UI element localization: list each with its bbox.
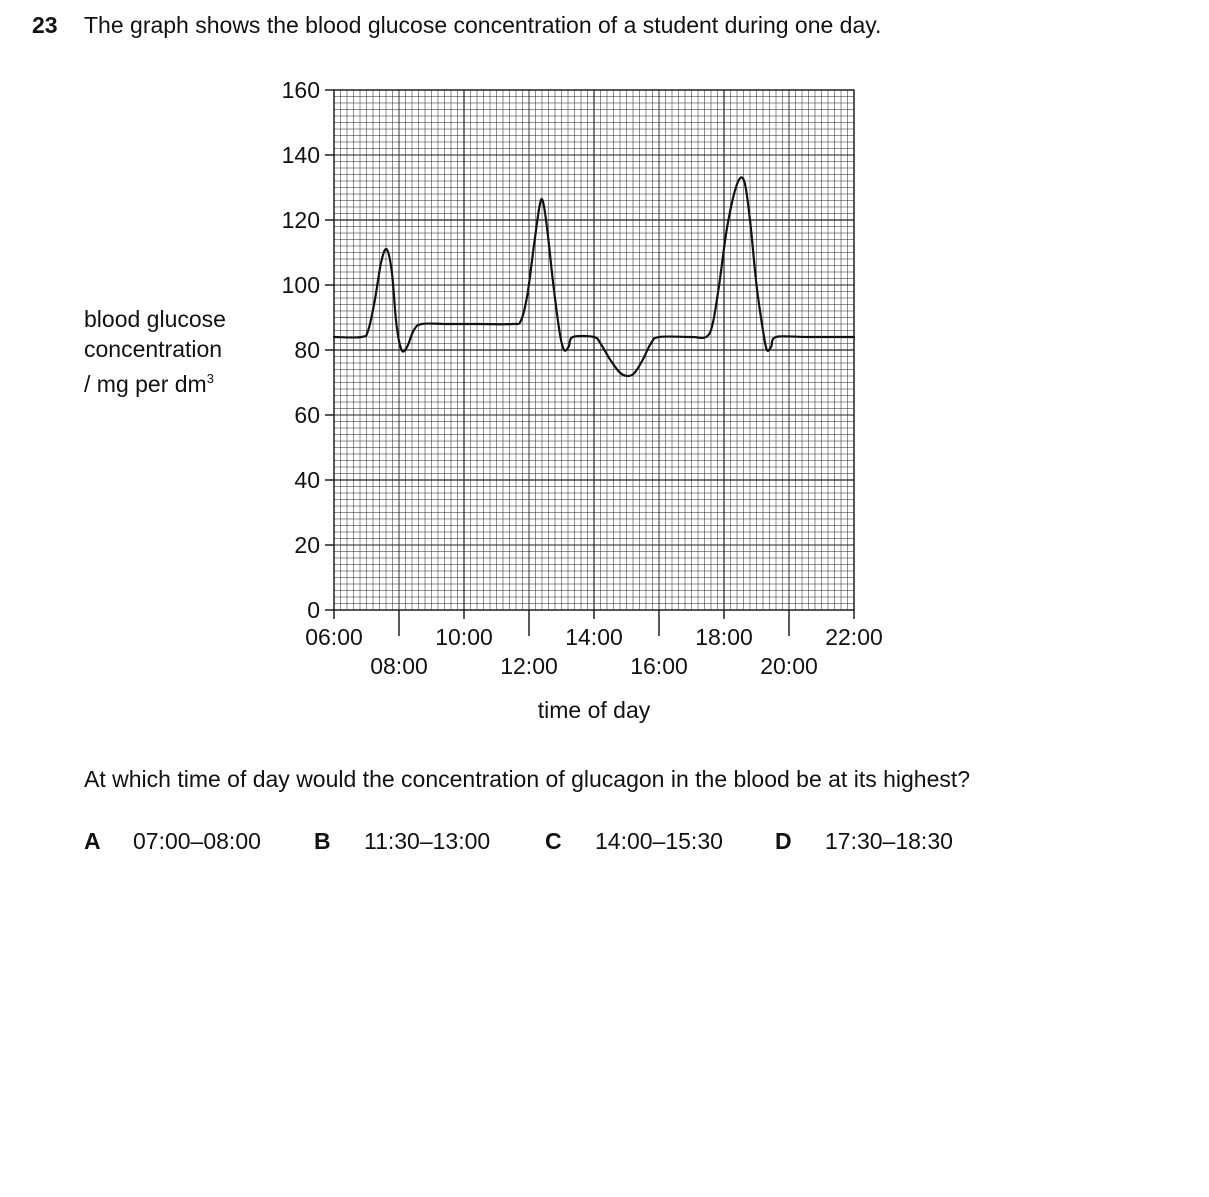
option-b[interactable] — [314, 828, 490, 855]
y-axis-label-line-2: concentration — [84, 336, 223, 362]
y-tick-label: 60 — [294, 402, 320, 428]
x-tick-labels — [305, 624, 883, 679]
x-tick-label: 14:00 — [565, 624, 623, 650]
y-tick-label: 140 — [281, 142, 320, 168]
question-text: The graph shows the blood glucose concentration of a student during one day. — [84, 12, 882, 38]
y-tick-label: 20 — [294, 532, 320, 558]
y-tick-labels — [282, 77, 320, 623]
y-tick-label: 100 — [281, 272, 320, 298]
option-b-letter: B — [314, 828, 331, 854]
option-a-letter: A — [84, 828, 101, 854]
option-d-letter: D — [775, 828, 792, 854]
question-number: 23 — [32, 12, 58, 38]
option-a[interactable] — [84, 828, 261, 855]
x-axis-label: time of day — [537, 697, 651, 723]
option-c-text: 14:00–15:30 — [595, 828, 723, 854]
y-axis-unit: / mg per dm — [84, 371, 207, 397]
x-tick-label: 10:00 — [435, 624, 493, 650]
x-tick-label: 22:00 — [825, 624, 883, 650]
y-tick-label: 40 — [294, 467, 320, 493]
option-d-text: 17:30–18:30 — [825, 828, 953, 854]
y-tick-label: 80 — [294, 337, 320, 363]
x-tick-label: 16:00 — [630, 653, 688, 679]
x-tick-label: 12:00 — [500, 653, 558, 679]
option-c[interactable] — [545, 828, 723, 855]
y-tick-label: 120 — [281, 207, 320, 233]
question-prompt: At which time of day would the concentration of glucagon in the blood be at its highest? — [84, 766, 971, 792]
y-tick-label: 160 — [281, 77, 320, 103]
y-axis-unit-exponent: 3 — [206, 371, 214, 386]
option-b-text: 11:30–13:00 — [364, 828, 491, 854]
option-d[interactable] — [775, 828, 953, 855]
option-c-letter: C — [545, 828, 562, 854]
option-a-text: 07:00–08:00 — [133, 828, 261, 854]
x-tick-label: 20:00 — [760, 653, 818, 679]
x-tick-label: 18:00 — [695, 624, 753, 650]
y-tick-label: 0 — [307, 597, 320, 623]
y-axis-label-line-1: blood glucose — [84, 306, 226, 332]
x-tick-label: 08:00 — [370, 653, 428, 679]
x-tick-label: 06:00 — [305, 624, 363, 650]
